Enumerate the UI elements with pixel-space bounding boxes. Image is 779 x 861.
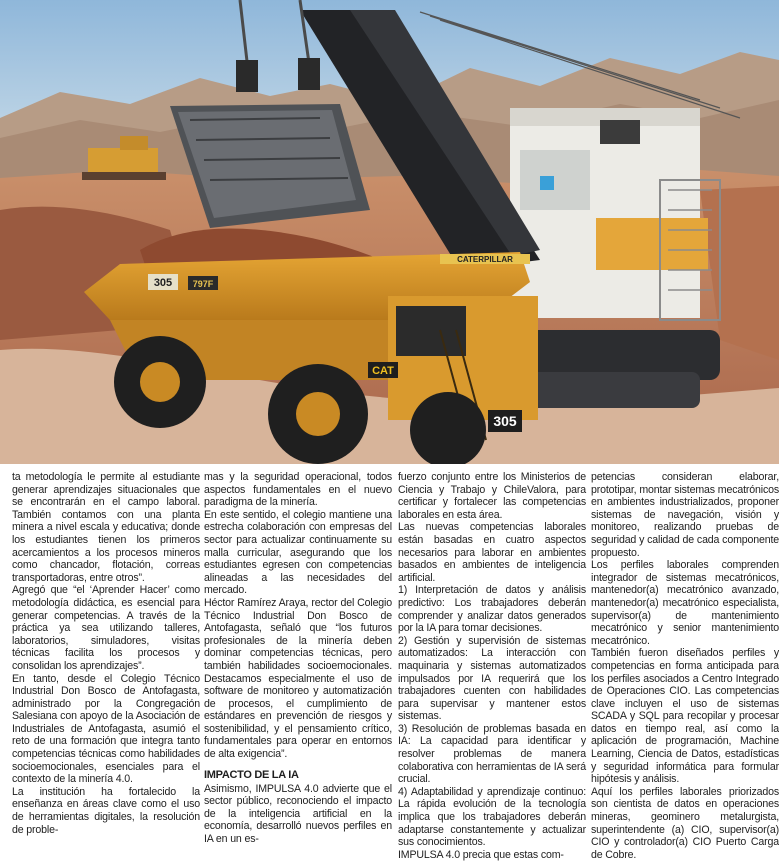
- article-column-2: [204, 471, 392, 846]
- article-column-4: [591, 471, 779, 861]
- paragraph: Aquí los perfiles laborales priorizados son cientista de datos en operaciones mineras, geominero metalurgista, superintendente (a) CIO, supervisor(a) CIO y controlador(a) CIO Puerto Carga de Cobre.: [591, 785, 779, 861]
- paragraph: Asimismo, IMPULSA 4.0 advierte que el sector público, reconociendo el impacto de la inteligencia artificial en la economía, desarrolló nuevos perfiles en IA en un es-: [204, 782, 392, 846]
- shovel-brand-label: CATERPILLAR: [457, 255, 513, 264]
- paragraph: 4) Adaptabilidad y aprendizaje continuo: La rápida evolución de la tecnología implica que los trabajadores deberán adaptarse constantemente y actualizar sus conocimientos.: [398, 785, 586, 849]
- paragraph: ta metodología le permite al estudiante generar aprendizajes situacionales que se encontrarán en el campo laboral. También contamos con una planta minera a nivel escala y educativa; donde los estudiantes tienen los primeros acercamientos a los procesos mineros como chancador, flotación, correas transportadoras, entre otros”.: [12, 471, 200, 584]
- paragraph: Agregó que “el ‘Aprender Hacer’ como metodología didáctica, es esencial para generar competencias. A través de la práctica ya sea utilizando talleres, laboratorios, simuladores, visitas técnicas facilita los procesos y consolidan los aprendizajes”.: [12, 584, 200, 672]
- paragraph: En este sentido, el colegio mantiene una estrecha colaboración con empresas del sector para actualizar continuamente su malla curricular, asegurando que los estudiantes egresen con competencias alineadas a las necesidades del mercado.: [204, 508, 392, 597]
- paragraph: fuerzo conjunto entre los Ministerios de Ciencia y Trabajo y ChileValora, para certificar y fortalecer las competencias laborales en esta área.: [398, 471, 586, 521]
- article-column-3: [398, 471, 586, 861]
- paragraph: Las nuevas competencias laborales están basadas en cuatro aspectos necesarios para laborar en ambientes basados en ambientes de inteligencia artificial.: [398, 521, 586, 584]
- paragraph: También fueron diseñados perfiles y competencias en forma anticipada para los perfiles asociados a Centro Integrado de Operaciones CIO. Las competencias clave incluyen el uso de sistemas SCADA y SQL para recopilar y procesar datos en tiempo real, así como la aplicación de programación, Machine Learning, Ciencia de Datos, estadísticas y seguridad informática para formular hipótesis y análisis.: [591, 647, 779, 786]
- paragraph: 1) Interpretación de datos y análisis predictivo: Los trabajadores deberán comprender y analizar datos generados por la IA para tomar decisiones.: [398, 584, 586, 635]
- section-heading: IMPACTO DE LA IA: [204, 768, 299, 781]
- paragraph: Héctor Ramírez Araya, rector del Colegio Técnico Industrial Don Bosco de Antofagasta, señaló que “los futuros profesionales de la minería deben dominar competencias técnicas, pero también habilidades socioemocionales. Destacamos especialmente el uso de software de monitoreo y automatización de procesos, el cumplimiento de estándares en prevención de riesgos y sostenibilidad, y el pensamiento crítico, fundamentales para operar en entornos de alta exigencia”.: [204, 596, 392, 761]
- paragraph: mas y la seguridad operacional, todos aspectos fundamentales en el nuevo paradigma de la minería.: [204, 471, 392, 509]
- article-column-1: [12, 471, 200, 840]
- truck-brand-label: CAT: [372, 365, 394, 377]
- paragraph: 2) Gestión y supervisión de sistemas automatizados: La interacción con maquinaria y sistemas automatizados impulsados por IA requerirá que los trabajadores cuenten con habilidades para supervisar y mantener estos sistemas.: [398, 634, 586, 723]
- paragraph: 3) Resolución de problemas basada en IA: La capacidad para identificar y resolver problemas de manera colaborativa con herramientas de IA será crucial.: [398, 722, 586, 786]
- paragraph: Los perfiles laborales comprenden integrador de sistemas mecatrónicos, mantenedor(a) mecatrónico avanzado, mantenedor(a) mecatrónico especialista, supervisor(a) de mantenimiento mecatrónico y senior mantenimiento mecatrónico.: [591, 559, 779, 647]
- truck-number-top: 305: [153, 277, 173, 289]
- paragraph: La institución ha fortalecido la enseñanza en áreas clave como el uso de herramientas digitales, la resolución de proble-: [12, 785, 200, 836]
- paragraph: IMPULSA 4.0 precia que estas com-: [398, 848, 564, 861]
- paragraph: En tanto, desde el Colegio Técnico Industrial Don Bosco de Antofagasta, administrado por la Congregación Salesiana con apoyo de la Asociación de Industriales de Antofagasta, asumió el reto de una formación que integra tanto competencias técnicas como habilidades socioemocionales, esenciales para el contexto de la minería 4.0.: [12, 672, 200, 786]
- truck-number-front: 305: [493, 413, 517, 429]
- truck-model-label: 797F: [192, 279, 214, 289]
- paragraph: petencias consideran elaborar, prototipar, montar sistemas mecatrónicos en ambientes industrializados, proponer sistemas de navegación, visión y monitoreo, realizando pruebas de seguridad y calidad de cada componente propuesto.: [591, 471, 779, 559]
